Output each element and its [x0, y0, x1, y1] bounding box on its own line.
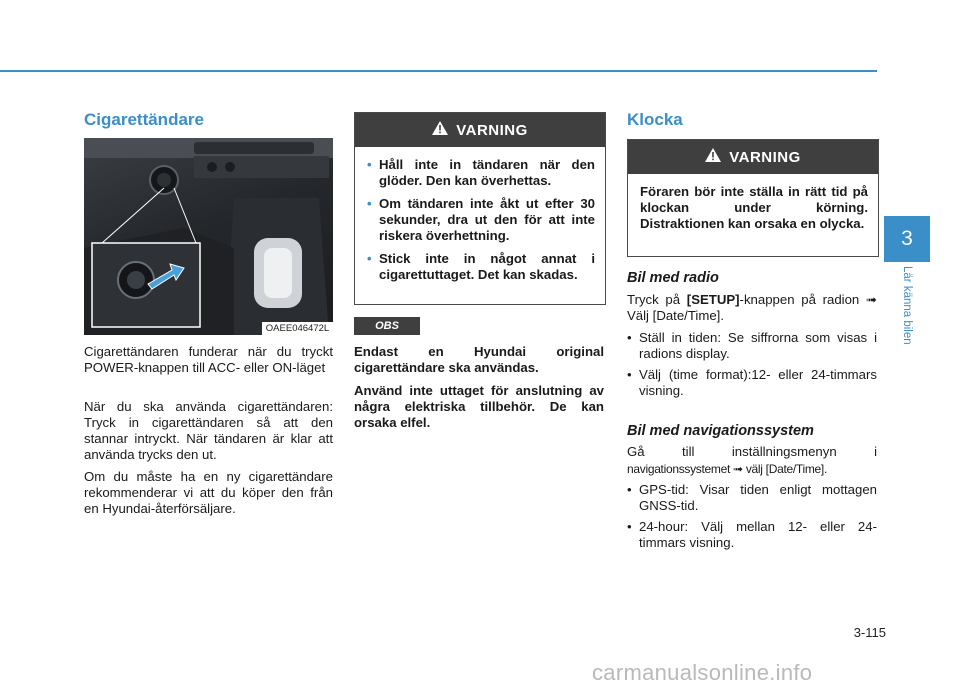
- page-number: 3-115: [853, 625, 886, 640]
- navigation-intro-line2: navigationssystemet ➟ välj [Date/Time].: [627, 462, 827, 476]
- top-rule: [0, 70, 877, 72]
- warning-item: • Håll inte in tändaren när den glöder. Den kan överhettas.: [367, 157, 595, 189]
- warning-box: [354, 112, 606, 305]
- warning-label: VARNING: [729, 148, 801, 166]
- list-item: • Ställ in tiden: Se siffrorna som visas i radions display.: [627, 330, 877, 362]
- warning-text: Föraren bör inte ställa in rätt tid på klockan under körning. Distraktionen kan orsaka en olycka.: [640, 184, 868, 231]
- radio-intro-prefix: Tryck på: [627, 292, 687, 307]
- warning-label: VARNING: [456, 121, 528, 139]
- chapter-title: Lär känna bilen: [901, 266, 913, 345]
- subheading-navigation: Bil med navigationssystem: [627, 423, 814, 439]
- list-item: • Välj (time format):12- eller 24-timmars visning.: [627, 367, 877, 399]
- cigarette-lighter-photo: [84, 138, 333, 335]
- car-console-illustration: [84, 138, 333, 335]
- subheading-radio: Bil med radio: [627, 270, 719, 286]
- list-item: • 24-hour: Välj mellan 12- eller 24-timmars visning.: [627, 519, 877, 551]
- section-heading-cigarette-lighter: Cigarettändare: [84, 110, 204, 129]
- warning-item: • Om tändaren inte åkt ut efter 30 sekunder, dra ut den för att inte riskera överhettning.: [367, 196, 595, 244]
- note-paragraph: Använd inte uttaget för anslutning av några elektriska tillbehör. De kan orsaka elfel.: [354, 383, 604, 430]
- radio-intro-suffix: -knappen på radion ➟ Välj [Date/Time].: [627, 292, 877, 323]
- paragraph: När du ska använda cigarettändaren: Tryck in cigarettändaren så att den stannar intryckt. När tändaren är klar att använda trycks den ut.: [84, 399, 333, 462]
- radio-bullets: [627, 330, 877, 404]
- warning-triangle-icon: [432, 121, 448, 139]
- chapter-number-tab: 3: [884, 216, 930, 262]
- photo-code: OAEE046472L: [262, 322, 333, 336]
- warning-item: • Stick inte in något annat i cigarettuttaget. Det kan skadas.: [367, 251, 595, 283]
- paragraph: Cigarettändaren funderar när du tryckt POWER-knappen till ACC- eller ON-läget: [84, 344, 333, 375]
- radio-intro: [627, 292, 877, 324]
- warning-triangle-icon: [705, 148, 721, 166]
- clock-warning-box: [627, 139, 879, 257]
- paragraph: Om du måste ha en ny cigarettändare rekommenderar vi att du köper den från en Hyundai-återförsäljare.: [84, 469, 333, 516]
- list-item: • GPS-tid: Visar tiden enligt mottagen GNSS-tid.: [627, 482, 877, 514]
- setup-key: [SETUP]: [686, 292, 740, 307]
- watermark: carmanualsonline.info: [592, 660, 813, 685]
- warning-list: [355, 147, 605, 293]
- warning-header: [355, 113, 605, 147]
- section-heading-clock: Klocka: [627, 110, 683, 129]
- note-paragraph: Endast en Hyundai original cigarettändare ska användas.: [354, 344, 604, 375]
- navigation-bullets: [627, 482, 877, 556]
- note-label: OBS: [354, 317, 420, 335]
- navigation-intro-line1: Gå till inställningsmenyn i: [627, 444, 877, 459]
- warning-header: [628, 140, 878, 174]
